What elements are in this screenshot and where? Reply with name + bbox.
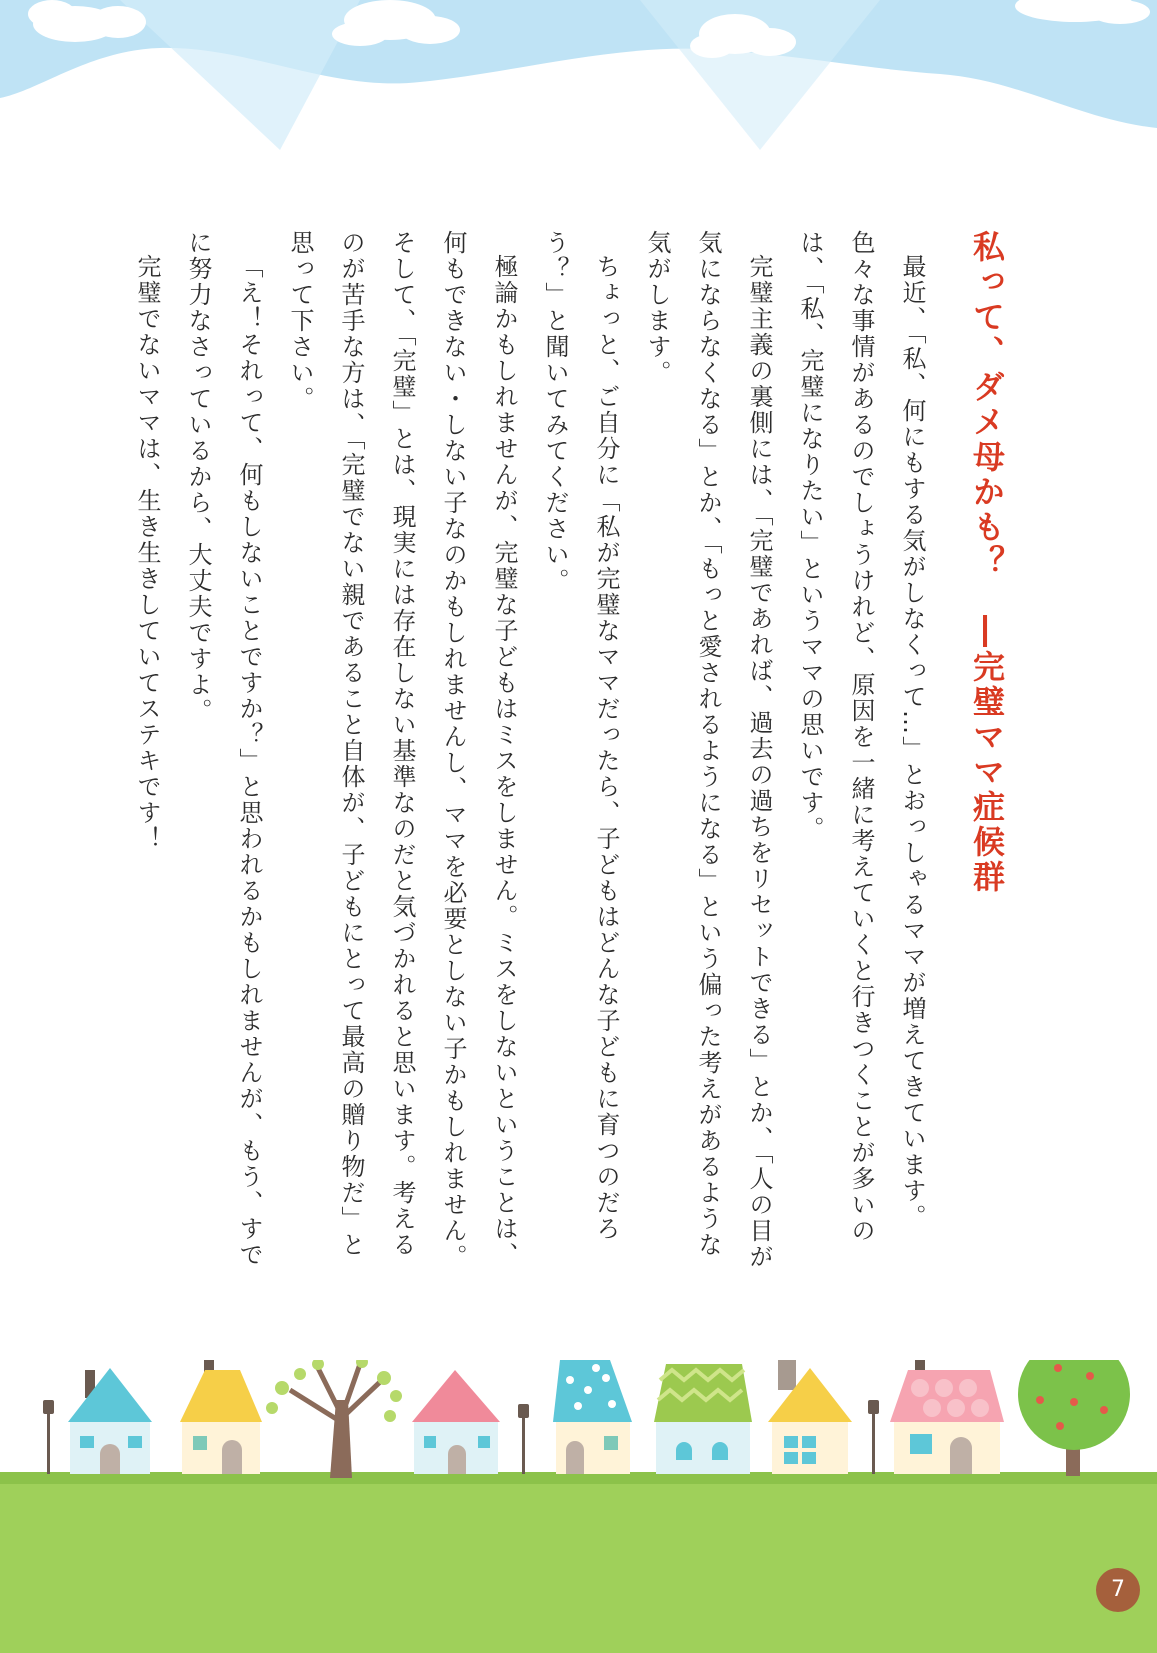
article-title: 私って、ダメ母かも？ ―完璧ママ症候群 [968, 230, 1006, 895]
house-icon [553, 1360, 632, 1474]
house-icon [890, 1360, 1004, 1474]
article-paragraph: 最近、「私、何にもする気がしなくって…」とおっしゃるママが増えてきています。色々な事情があるのでしょうけれど、原因を一緒に考えていくと行きつくことが多いのは、「私、完璧になりたい」というママの思いです。 [796, 230, 926, 1244]
house-icon [412, 1370, 500, 1474]
article-paragraph: ちょっと、ご自分に「私が完璧なママだったら、子どもはどんな子どもに育つのだろう？」と聞いてみてください。 [541, 230, 620, 1242]
tree-icon [1018, 1360, 1130, 1476]
tree-icon [266, 1360, 402, 1478]
street-lamp-icon [518, 1404, 529, 1474]
house-icon [68, 1368, 152, 1474]
article-paragraph: 「え！それって、何もしないことですか？」と思われるかもしれませんが、もう、すでに努力なさっているから、大丈夫ですよ。 [184, 230, 263, 1268]
grass-icon [0, 1472, 1157, 1653]
sky-illustration [0, 0, 1157, 150]
house-icon [180, 1360, 262, 1474]
town-illustration [0, 1360, 1157, 1653]
house-icon [654, 1364, 752, 1474]
street-lamp-icon [868, 1400, 879, 1474]
article-paragraph: 完璧でないママは、生き生きしていてステキです！ [133, 254, 161, 852]
article-paragraph: 完璧主義の裏側には、「完璧であれば、過去の過ちをリセットできる」とか、「人の目が気にならなくなる」とか、「もっと愛されるようになる」という偏った考えがあるような気がします。 [643, 230, 773, 1270]
article [121, 230, 1007, 1280]
page-number: 7 [1096, 1568, 1140, 1612]
street-lamp-icon [43, 1400, 54, 1474]
article-paragraph: 極論かもしれませんが、完璧な子どもはミスをしません。ミスをしないということは、何もできない・しない子なのかもしれませんし、ママを必要としない子かもしれません。そして、「完璧」とは、現実には存在しない基準なのだと気づかれると思います。考えるのが苦手な方は、「完璧でない親であること自体が、子どもにとって最高の贈り物だ」と思って下さい。 [286, 230, 518, 1270]
house-icon [768, 1360, 852, 1474]
